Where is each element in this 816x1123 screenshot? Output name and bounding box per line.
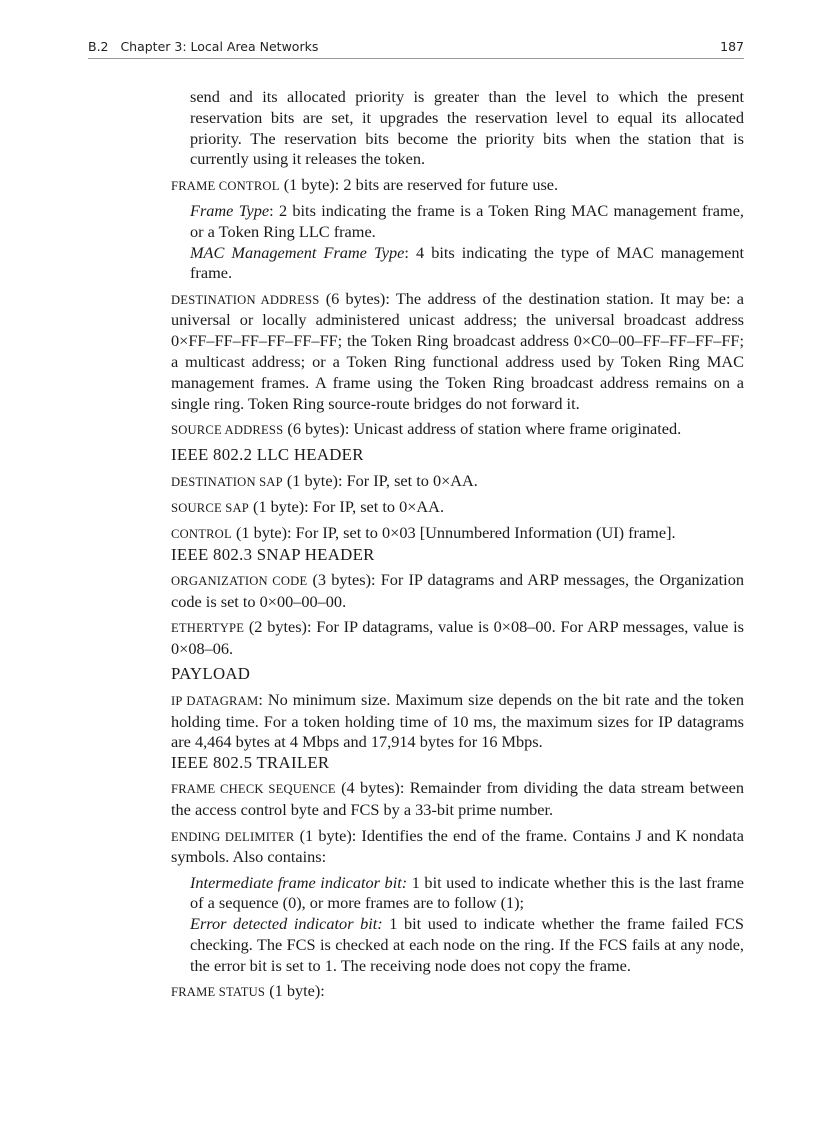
field-label: SOURCE SAP: [171, 500, 249, 515]
subfield-frame-type: [190, 201, 744, 243]
heading-snap-header: IEEE 802.3 SNAP HEADER: [171, 544, 375, 564]
field-label: FRAME STATUS: [171, 985, 266, 1000]
field-description: (6 bytes): Unicast address of station where frame originated.: [287, 418, 682, 438]
field-ethertype: [171, 617, 744, 660]
field-label: DESTINATION SAP: [171, 474, 283, 489]
field-description: (6 bytes): The address of the destination station. It may be: a universal or locally administered unicast address; the universal broadcast address 0×FF–FF–FF–FF–FF–FF; the Token Ring broadcast address 0×C0–00–FF–FF–FF–FF; a multicast address; or a Token Ring functional address used by Token Ring MAC management frames. A frame using the Token Ring broadcast address remains on a single ring. Token Ring source-route bridges do not forward it.: [171, 288, 744, 413]
field-label: DESTINATION ADDRESS: [171, 292, 320, 307]
page-number: 187: [720, 39, 744, 54]
subfield-description: : 2 bits indicating the frame is a Token Ring MAC management frame, or a Token Ring LLC frame.: [190, 200, 744, 241]
subfield-label: Error detected indicator bit:: [190, 914, 383, 934]
field-label: FRAME CONTROL: [171, 178, 280, 193]
chapter-title: Chapter 3: Local Area Networks: [120, 39, 319, 54]
field-organization-code: [171, 570, 744, 613]
subfield-mac-management-frame-type: [190, 243, 744, 285]
field-description: (1 byte):: [269, 981, 325, 1001]
running-head: [88, 38, 744, 59]
field-description: (4 bytes): Remainder from dividing the data stream between the access control byte and FCS by a 33-bit prime number.: [171, 778, 744, 820]
field-label: SOURCE ADDRESS: [171, 422, 284, 437]
field-ip-datagram: [171, 690, 744, 753]
field-description: (1 byte): 2 bits are reserved for future use.: [283, 174, 559, 194]
field-frame-check-sequence: [171, 778, 744, 821]
body-text: [171, 87, 744, 1003]
paragraph-continued: send and its allocated priority is greater than the level to which the present reservation bits are set, it upgrades the reservation level to equal its allocated priority. The reservation bits become the priority bits when the station that is currently using it releases the token.: [190, 87, 744, 169]
subfield-label: Intermediate frame indicator bit:: [190, 872, 408, 892]
running-head-chapter: [88, 38, 318, 56]
field-source-sap: [171, 497, 744, 519]
subfield-description: : 4 bits indicating the type of MAC management frame.: [190, 242, 744, 283]
field-description: (1 byte): Identifies the end of the frame. Contains J and K nondata symbols. Also contains:: [171, 825, 744, 867]
field-frame-control: [171, 175, 744, 197]
subfield-label: MAC Management Frame Type: [190, 242, 405, 262]
field-description: (1 byte): For IP, set to 0×AA.: [286, 470, 478, 490]
heading-trailer: IEEE 802.5 TRAILER: [171, 753, 330, 773]
field-label: ETHERTYPE: [171, 621, 245, 636]
field-label: CONTROL: [171, 527, 232, 542]
subfield-description: 1 bit used to indicate whether this is the last frame of a sequence (0), or more frames are to follow (1);: [190, 872, 744, 913]
heading-payload: PAYLOAD: [171, 664, 251, 684]
field-label: FRAME CHECK SEQUENCE: [171, 782, 336, 797]
field-control: [171, 523, 744, 545]
subfield-error-detected-indicator: [190, 914, 744, 976]
heading-llc-header: IEEE 802.2 LLC HEADER: [171, 445, 364, 465]
field-description: (1 byte): For IP, set to 0×AA.: [253, 496, 445, 516]
field-source-address: [171, 419, 744, 441]
field-destination-sap: [171, 471, 744, 493]
subfield-label: Frame Type: [190, 200, 270, 220]
field-ending-delimiter: [171, 826, 744, 869]
field-label: IP DATAGRAM: [171, 693, 259, 708]
subfield-intermediate-frame-indicator: [190, 873, 744, 915]
subfield-description: 1 bit used to indicate whether the frame failed FCS checking. The FCS is checked at each node on the ring. If the FCS fails at any node, the error bit is set to 1. The receiving node does not copy the frame.: [190, 914, 744, 975]
field-description: (2 bytes): For IP datagrams, value is 0×08–00. For ARP messages, value is 0×08–06.: [171, 617, 744, 659]
field-destination-address: [171, 289, 744, 415]
field-label: ENDING DELIMITER: [171, 829, 295, 844]
field-frame-status: [171, 981, 744, 1003]
section-number: B.2: [88, 39, 109, 54]
field-description: (1 byte): For IP, set to 0×03 [Unnumbered Information (UI) frame].: [235, 523, 676, 543]
field-description: : No minimum size. Maximum size depends on the bit rate and the token holding time. For a token holding time of 10 ms, the maximum sizes for IP datagrams are 4,464 bytes at 4 Mbps and 17,914 bytes for 16 Mbps.: [171, 689, 744, 752]
field-label: ORGANIZATION CODE: [171, 574, 308, 589]
field-description: (3 bytes): For IP datagrams and ARP messages, the Organization code is set to 0×00–00–00.: [171, 570, 744, 612]
